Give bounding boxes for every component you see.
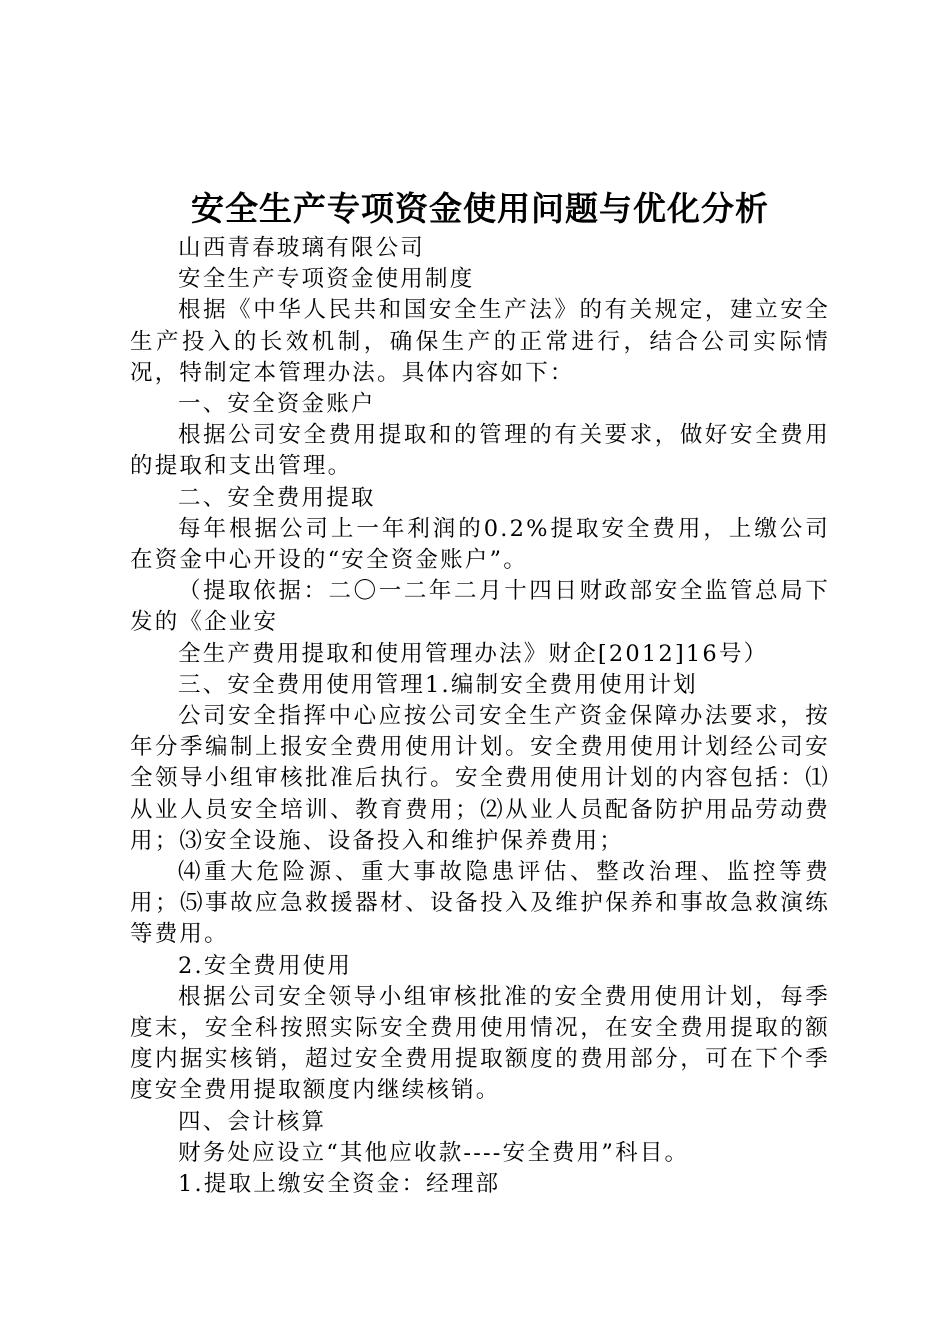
section-heading-1: 一、安全资金账户 [178,391,376,418]
section-heading-4: 四、会计核算 [178,1108,327,1135]
basis-paragraph: （提取依据：二〇一二年二月十四日财政部安全监管总局下发的《企业安 [130,578,830,636]
regulation-title: 安全生产专项资金使用制度 [178,266,475,293]
accounting-paragraph: 财务处应设立“其他应收款----安全费用”科目。 [178,1139,690,1166]
document-page [130,183,830,1200]
section-2-paragraph: 每年根据公司上一年利润的0.2%提取安全费用，上缴公司在资金中心开设的“安全资金账户”。 [130,515,830,574]
document-title: 安全生产专项资金使用问题与优化分析 [191,189,769,228]
document-body [130,233,830,1200]
section-1-paragraph: 根据公司安全费用提取和的管理的有关要求，做好安全费用的提取和支出管理。 [130,422,830,480]
intro-paragraph: 根据《中华人民共和国安全生产法》的有关规定，建立安全生产投入的长效机制，确保生产的正常进行，结合公司实际情况，特制定本管理办法。具体内容如下： [130,297,830,386]
section-heading-2: 二、安全费用提取 [178,484,376,511]
basis-continuation: 全生产费用提取和使用管理办法》财企[2012]16号） [178,640,769,667]
company-name: 山西青春玻璃有限公司 [178,235,426,261]
section-heading-3: 三、安全费用使用管理1.编制安全费用使用计划 [178,671,698,698]
plan-items-paragraph: ⑷重大危险源、重大事故隐患评估、整改治理、监控等费用；⑸事故应急救援器材、设备投入及维护保养和事故急救演练等费用。 [130,859,830,948]
accounting-item-1: 1.提取上缴安全资金：经理部 [178,1171,501,1198]
usage-paragraph: 根据公司安全领导小组审核批准的安全费用使用计划，每季度末，安全科按照实际安全费用使用情况，在安全费用提取的额度内据实核销，超过安全费用提取额度的费用部分，可在下个季度安全费用提取额度内继续核销。 [130,983,830,1104]
subsection-heading-2: 2.安全费用使用 [178,952,353,979]
plan-paragraph: 公司安全指挥中心应按公司安全生产资金保障办法要求，按年分季编制上报安全费用使用计划。安全费用使用计划经公司安全领导小组审核批准后执行。安全费用使用计划的内容包括：⑴从业人员安全培训、教育费用；⑵从业人员配备防护用品劳动费用；⑶安全设施、设备投入和维护保养费用； [130,703,830,854]
